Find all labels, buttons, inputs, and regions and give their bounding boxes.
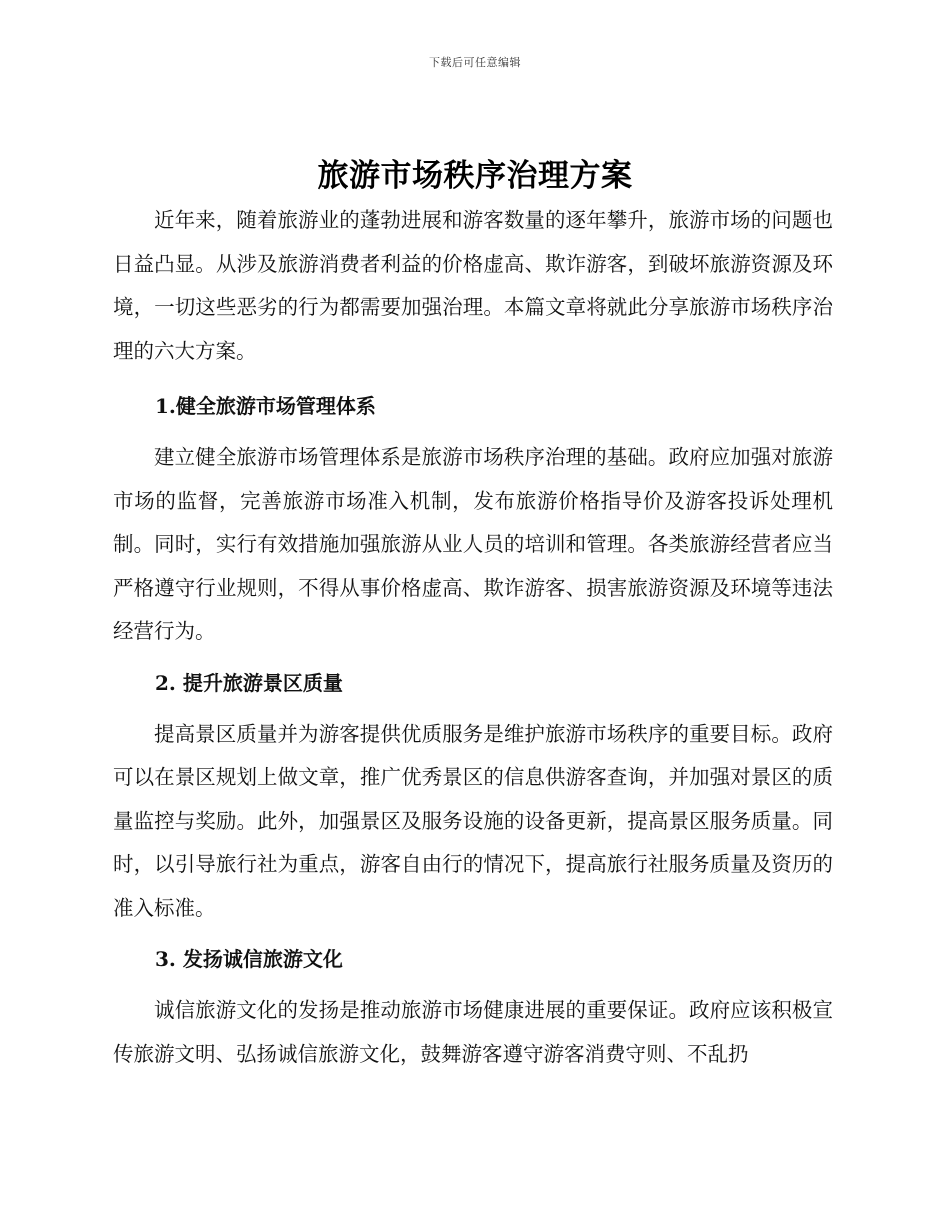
document-title: 旅游市场秩序治理方案 xyxy=(317,158,633,194)
section-paragraph-2: 提高景区质量并为游客提供优质服务是维护旅游市场秩序的重要目标。政府可以在景区规划上做文章，推广优秀景区的信息供游客查询，并加强对景区的质量监控与奖励。此外，加强景区及服务设施的设备更新，提高景区服务质量。同时，以引导旅行社为重点，游客自由行的情况下，提高旅行社服务质量及资历的准入标准。 xyxy=(113,721,833,920)
section-heading-1: 1.健全旅游市场管理体系 xyxy=(155,394,376,418)
section-paragraph-3: 诚信旅游文化的发扬是推动旅游市场健康进展的重要保证。政府应该积极宣传旅游文明、弘扬诚信旅游文化，鼓舞游客遵守游客消费守则、不乱扔 xyxy=(113,998,833,1066)
section-heading-3: 3. 发扬诚信旅游文化 xyxy=(155,947,343,971)
document-body xyxy=(113,199,833,1076)
intro-paragraph: 近年来，随着旅游业的蓬勃进展和游客数量的逐年攀升，旅游市场的问题也日益凸显。从涉及旅游消费者利益的价格虚高、欺诈游客，到破坏旅游资源及环境，一切这些恶劣的行为都需要加强治理。本篇文章将就此分享旅游市场秩序治理的六大方案。 xyxy=(113,208,833,363)
header-note: 下载后可任意编辑 xyxy=(429,56,521,69)
section-heading-2: 2. 提升旅游景区质量 xyxy=(155,670,343,695)
section-paragraph-1: 建立健全旅游市场管理体系是旅游市场秩序治理的基础。政府应加强对旅游市场的监督，完善旅游市场准入机制，发布旅游价格指导价及游客投诉处理机制。同时，实行有效措施加强旅游从业人员的培训和管理。各类旅游经营者应当严格遵守行业规则，不得从事价格虚高、欺诈游客、损害旅游资源及环境等违法经营行为。 xyxy=(113,445,833,643)
